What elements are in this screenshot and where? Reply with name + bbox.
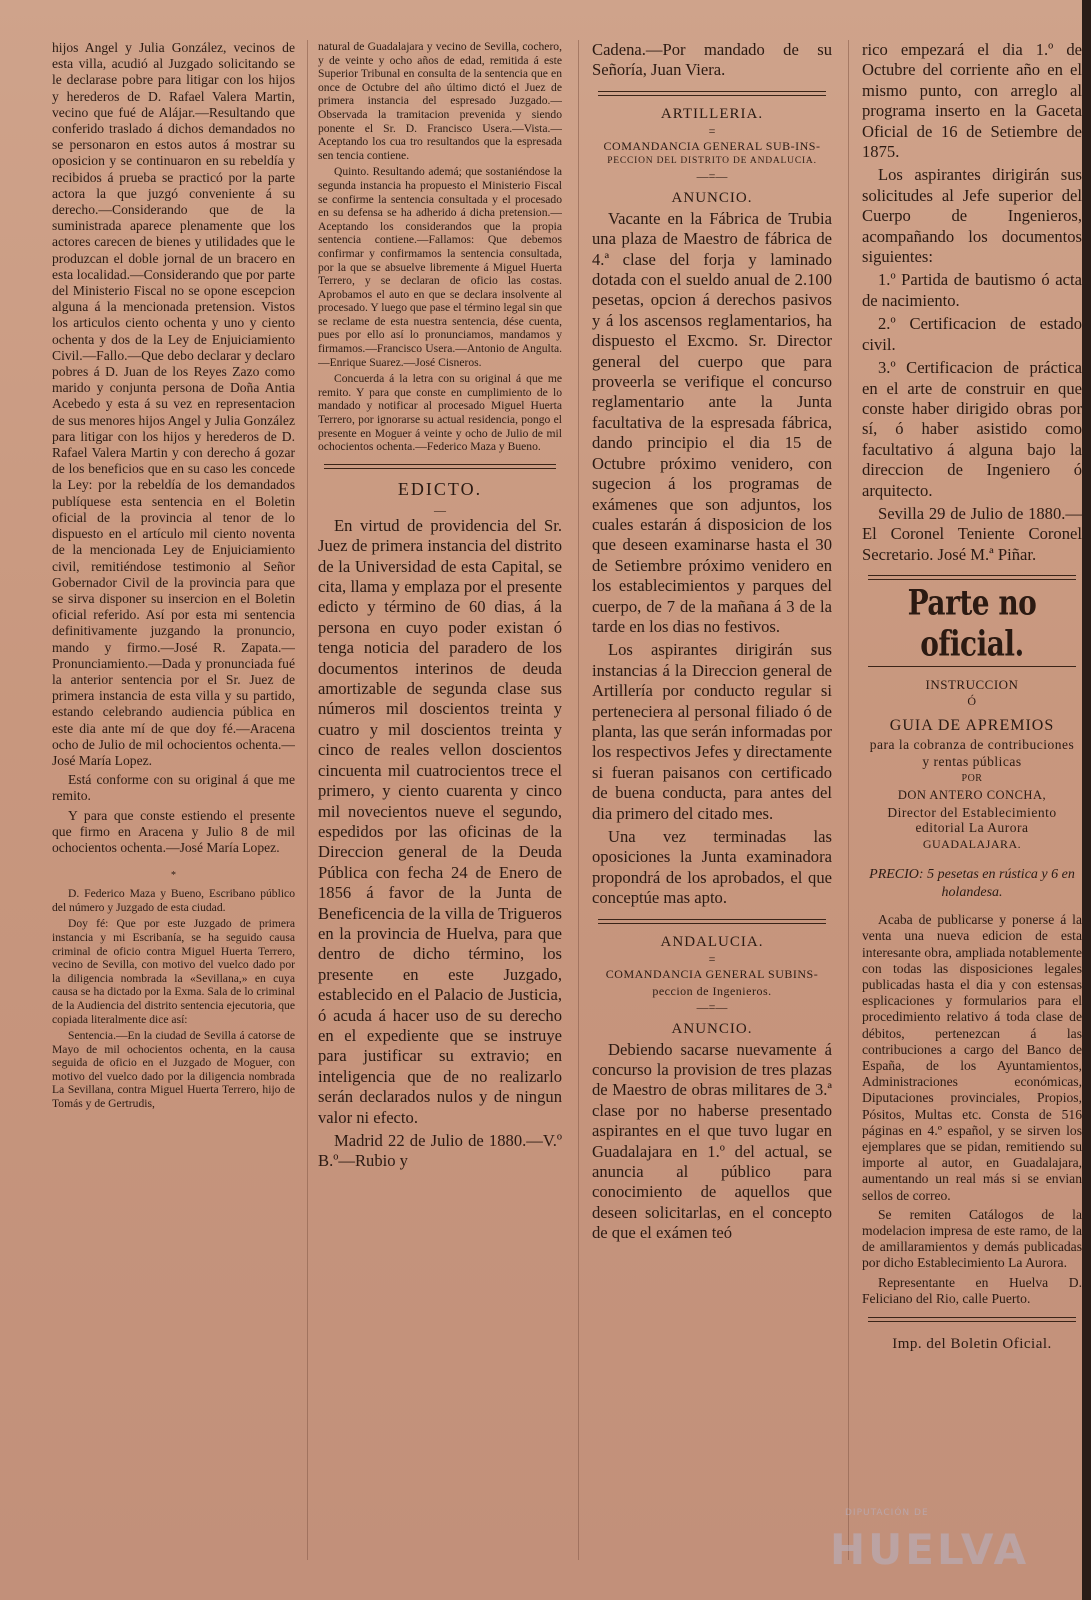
aracena-signature-text: Y para que conste estiendo el presente que firmo en Aracena y Julio 8 de mil ochocientos ochenta.—José María Lopez. bbox=[52, 807, 295, 855]
requisito-1-text: 1.º Partida de bautismo ó acta de nacimiento. bbox=[862, 270, 1082, 310]
artilleria-subtitle-2: PECCION DEL DISTRITO DE ANDALUCIA. bbox=[607, 155, 817, 166]
para-cobranza-text: para la cobranza de contribuciones bbox=[869, 737, 1075, 753]
representante-text: Representante en Huelva D. Feliciano del Rio, calle Puerto. bbox=[862, 1274, 1082, 1306]
andalucia-subtitle: COMANDANCIA GENERAL SUBINS- bbox=[605, 966, 819, 981]
artilleria-title: ARTILLERIA. bbox=[660, 105, 764, 122]
doy-fe-text: Doy fé: Que por este Juzgado de primera instancia y mi Escribanía, se ha seguido causa criminal de oficio contra Miguel Huerta Terrero, vecino de Sevilla, con motivo del vuelco dado por la diligencia nombrada la «Sevillana,» en cuya causa se ha dictado por la Exma. Sala de lo criminal de la Audiencia del distrito sentencia ejecutoria, que copiada literalmente dice así: bbox=[52, 917, 295, 1026]
column-3 bbox=[592, 40, 832, 1585]
section-rule bbox=[324, 464, 556, 469]
sevilla-signature-text: Sevilla 29 de Julio de 1880.—El Coronel Teniente Coronel Secretario. José M.ª Piñar. bbox=[862, 503, 1082, 564]
anuncio-2-title: ANUNCIO. bbox=[671, 1020, 753, 1037]
imprenta-footer: Imp. del Boletin Oficial. bbox=[892, 1336, 1052, 1353]
cadena-text: Cadena.—Por mandado de su Señoría, Juan Viera. bbox=[592, 40, 832, 80]
maestro-obras-text: Debiendo sacarse nuevamente á concurso la provision de tres plazas de Maestro de obras militares de 3.ª clase por no haberse presentado aspirantes en el que tuvo lugar en Guadalajara en 1.º del actual, se anuncia al público para conocimiento de aquellos que deseen solicitarlas, en el concepto de que el exámen teó bbox=[592, 1039, 832, 1243]
andalucia-title: ANDALUCIA. bbox=[660, 933, 764, 950]
column-1 bbox=[52, 40, 295, 1585]
sentence-aracena-text: hijos Angel y Julia González, vecinos de esta villa, acudió al Juzgado solicitando se le declarase pobre para litigar con los hijos y herederos de D. Rafael Valera Martin, vecino que fué de Alájar.—Resultando que conferido traslado á dichos demandados no se personaron en estos autos á mostrar su oposicion y se continuaron en su rebeldía y recibidos á prueba se practicó por la parte actora la que juzgó conveniente á su derecho.—Considerando que de la suministrada aparece plenamente que los actores carecen de bienes y utilidades que le produzcan el doble jornal de un bracero en esta localidad.—Considerando que por parte del Ministerio Fiscal no se opone escepcion alguna á la mencionada pretension. Vistos los articulos ciento ochenta y uno y ciento ochenta y dos de la Ley de Enjuiciamiento Civil.—Fallo.—Que debo declarar y declaro pobres á D. Juan de los Reyes Zazo como marido y conjunta persona de Doña Antia Acebedo y esta á su vez en representacion de sus menores hijos Angel y Julia González para litigar con los hijos y herederos de D. Rafael Valera Martin y con derecho á gozar de los beneficios que en su caso les concede la Ley: por la rebeldía de los demandados publíquese esta sentencia en el Boletin oficial de la provincia al tenor de lo dispuesto en el artículo mil ciento noventa de la mencionada Ley de Enjuiciamiento civil, remitiéndose testimonio al Señor Gobernador Civil de la provincia para que se sirva disponer su insercion en el Boletin oficial referido. Así por esta mi sentencia definitivamente juzgando la pronuncio, mando y firmo.—José R. Zapata.—Pronunciamiento.—Dada y pronunciada fué la anterior sentencia por el Sr. Juez de primera instancia de esta villa y su partido, estando celebrando audiencia pública en este dia ante mí de que doy fé.—Aracena ocho de Julio de mil ochocientos ochenta.—José María Lopez. bbox=[52, 40, 295, 768]
instruccion-heading: INSTRUCCION bbox=[925, 677, 1019, 693]
solicitudes-text: Los aspirantes dirigirán sus solicitudes al Jefe superior del Cuerpo de Ingenieros, acompañando los documentos siguientes: bbox=[862, 165, 1082, 267]
autor-text: DON ANTERO CONCHA, bbox=[897, 788, 1047, 803]
andalucia-subtitle-2: peccion de Ingenieros. bbox=[652, 983, 772, 998]
edicto-text: En virtud de providencia del Sr. Juez de primera instancia del distrito de la Universidad de esta Capital, se cita, llama y emplaza por el presente edicto y término de 60 dias, á la persona en cuyo poder existan ó tenga noticia del paradero de los documentos interinos de deuda amortizable de segunda clase sus números mil doscientos treinta y cuatro y mil doscientos treinta y cinco de reales vellon doscientos cincuenta mil cuatrocientos trece el primero, y ciento cuarenta y cinco mil novecientos nueve el segundo, espedidos por las oficinas de la Direccion general de la Deuda Pública con fecha 24 de Enero de 1856 á favor de la Junta de Beneficencia de la villa de Trigueros en la provincia de Huelva, para que dentro de dicho término, los presente en este Juzgado, establecido en el Palacio de Justicia, ó acuda á hacer uso de su derecho en el expediente que se instruye para justificar su extravio; en inteligencia que de no realizarlo serán declarados nulos y de ningun valor ni efecto. bbox=[318, 515, 562, 1127]
por-text: POR bbox=[961, 773, 983, 785]
aspirantes-text: Los aspirantes dirigirán sus instancias á la Direccion general de Artillería por conducto regular si perteneciera al personal filiado ó de planta, las que serán informadas por los respectivos Jefes y directamente si fueran paisanos con certificado de buena conducta, para antes del dia primero del citado mes. bbox=[592, 640, 832, 823]
sentencia-sevilla-text: Sentencia.—En la ciudad de Sevilla á catorse de Mayo de mil ochocientos ochenta, en la causa seguida de oficio en el Juzgado de Moguer, con motivo del vuelco dado por la diligencia nombrada La Sevillana, contra Miguel Huerta Terrero, hijo de Tomás y de Gertrudis, bbox=[52, 1029, 295, 1111]
acaba-publicarse-text: Acaba de publicarse y ponerse á la venta una nueva edicion de esta interesante obra, ampliada notablemente con todas las disposiciones legales publicadas hasta el dia y con estensas esplicaciones y formularios para el procedimiento relativo á toda clase de débitos, pertenezcan á las contribuciones a cargo del Banco de España, de los Ayuntamientos, Administraciones económicas, Diputaciones provinciales, Propios, Pósitos, Multas etc. Consta de 516 páginas en 4.º español, y se sirven los ejemplares que se pidan, remitiendo su importe al autor, en Guadalajara, aumentando un real más si se envian sellos de correo. bbox=[862, 912, 1082, 1203]
quinto-resultando-text: Quinto. Resultando ademá; que sostaniéndose la segunda instancia ha propuesto el Ministerio Fiscal se confirme la sentencia consultada y el procesado en su defensa se ha adherido á dicha pretension.—Aceptando los considerandos que la propia sentencia contiene.—Fallamos: Que debemos confirmar y confirmamos la sentencia consultada, por la que se absuelve libremente á Miguel Huerta Terrero, y se declaran de oficio las costas. Aprobamos el auto en que se declara insolvente al procesado. Y luego que pase el término legal sin que se reclame de esta nuestra sentencia, dése cuenta, pues por ello así lo pronunciamos, mandamos y firmamos.—Francisco Usera.—Antonio de Angulta.—Enrique Suarez.—José Cisneros. bbox=[318, 165, 562, 369]
section-rule bbox=[868, 1317, 1076, 1322]
artilleria-subtitle: COMANDANCIA GENERAL SUB-INS- bbox=[603, 138, 821, 153]
section-rule bbox=[598, 919, 826, 924]
section-rule bbox=[868, 666, 1076, 667]
column-2 bbox=[318, 40, 562, 1585]
anuncio-1-title: ANUNCIO. bbox=[671, 189, 753, 206]
artilleria-separator: —=— bbox=[696, 168, 728, 183]
edicto-dash: — bbox=[434, 502, 446, 517]
rentas-text: y rentas públicas bbox=[922, 754, 1022, 770]
section-star: * bbox=[171, 870, 176, 882]
requisito-3-text: 3.º Certificacion de práctica en el arte de construir en que conste haber dirigido obras por sí, ó haber asistido como facultativo á alguna bajo la direccion de Ingeniero ó arquitecto. bbox=[862, 358, 1082, 500]
column-divider bbox=[578, 40, 579, 1560]
vacante-text: Vacante en la Fábrica de Trubia una plaza de Maestro de fábrica de 4.ª clase del forja y laminado dotada con el sueldo anual de 2.100 pesetas, opcion á derechos pasivos y á los ascensos reglamentarios, ha dispuesto el Excmo. Sr. Director general del cuerpo que para proveerla se verifique el concurso reglamentario ante la Junta facultativa de la espresada fábrica, dando principio el dia 15 de Octubre próximo venidero, con sugecion á los programas de exámenes que son adjuntos, los cuales estarán á disposicion de los que deseen examinarse hasta el 30 de Setiembre próximo venidero en los establecimientos y parques del cuerpo, de 7 de la mañana á 3 de la tarde en los dias no festivos. bbox=[592, 208, 832, 636]
sentencia-continued-text: natural de Guadalajara y vecino de Sevilla, cochero, y de veinte y ocho años de edad, remitida á este Superior Tribunal en consulta de la sentencia que en once de Octubre del año último dictó el Juez de primera instancia del espresado Juzgado.—Observada la tramitacion prevenida y siendo ponente el Sr. D. Francisco Usera.—Vista.—Aceptando los cua tro resultandos que la espresada sen tencia contiene. bbox=[318, 40, 562, 162]
catalogos-text: Se remiten Catálogos de la modelacion impresa de este ramo, de la de amillaramientos y demás publicadas por dicho Establecimiento La Aurora. bbox=[862, 1206, 1082, 1271]
column-divider bbox=[307, 40, 308, 1560]
examen-continued-text: rico empezará el dia 1.º de Octubre del corriente año en el mismo punto, con arreglo al programa inserto en la Gaceta Oficial de 16 de Setiembre de 1875. bbox=[862, 40, 1082, 162]
andalucia-separator: —=— bbox=[696, 999, 728, 1014]
page-edge bbox=[1082, 0, 1091, 1600]
requisito-2-text: 2.º Certificacion de estado civil. bbox=[862, 314, 1082, 354]
andalucia-eq: = bbox=[708, 951, 716, 966]
artilleria-eq: = bbox=[708, 123, 716, 138]
guia-heading: GUIA DE APREMIOS bbox=[889, 717, 1055, 735]
column-divider bbox=[848, 40, 849, 1560]
edicto-title: EDICTO. bbox=[397, 478, 483, 499]
precio-text: PRECIO: 5 pesetas en rústica y 6 en holandesa. bbox=[869, 867, 1075, 901]
watermark-logo: HUELVA bbox=[830, 1525, 1030, 1574]
column-4 bbox=[862, 40, 1082, 1585]
watermark-top: DIPUTACIÓN DE bbox=[845, 1508, 929, 1518]
escribano-header-text: D. Federico Maza y Bueno, Escribano público del número y Juzgado de esta ciudad. bbox=[52, 887, 295, 914]
section-rule bbox=[868, 575, 1076, 580]
parte-no-oficial-heading: Parte no oficial. bbox=[907, 581, 1037, 665]
madrid-signature-text: Madrid 22 de Julio de 1880.—V.º B.º—Rubio y bbox=[318, 1131, 562, 1171]
oposiciones-text: Una vez terminadas las oposiciones la Junta examinadora propondrá de los aprobados, el que conceptúe mas apto. bbox=[592, 827, 832, 908]
guadalajara-text: GUADALAJARA. bbox=[922, 837, 1022, 852]
conforme-text: Está conforme con su original á que me remito. bbox=[52, 772, 295, 804]
section-rule bbox=[598, 91, 826, 96]
o-heading: Ó bbox=[967, 694, 977, 709]
director-text: Director del Establecimiento editorial La Aurora bbox=[887, 805, 1057, 836]
concuerda-text: Concuerda á la letra con su original á que me remito. Y para que conste en cumplimiento de lo mandado y notificar al procesado Miguel Huerta Terrero, por ignorarse su actual residencia, pongo el presente en Moguer á veinte y ocho de Julio de mil ochocientos ochenta.—Federico Maza y Bueno. bbox=[318, 372, 562, 454]
